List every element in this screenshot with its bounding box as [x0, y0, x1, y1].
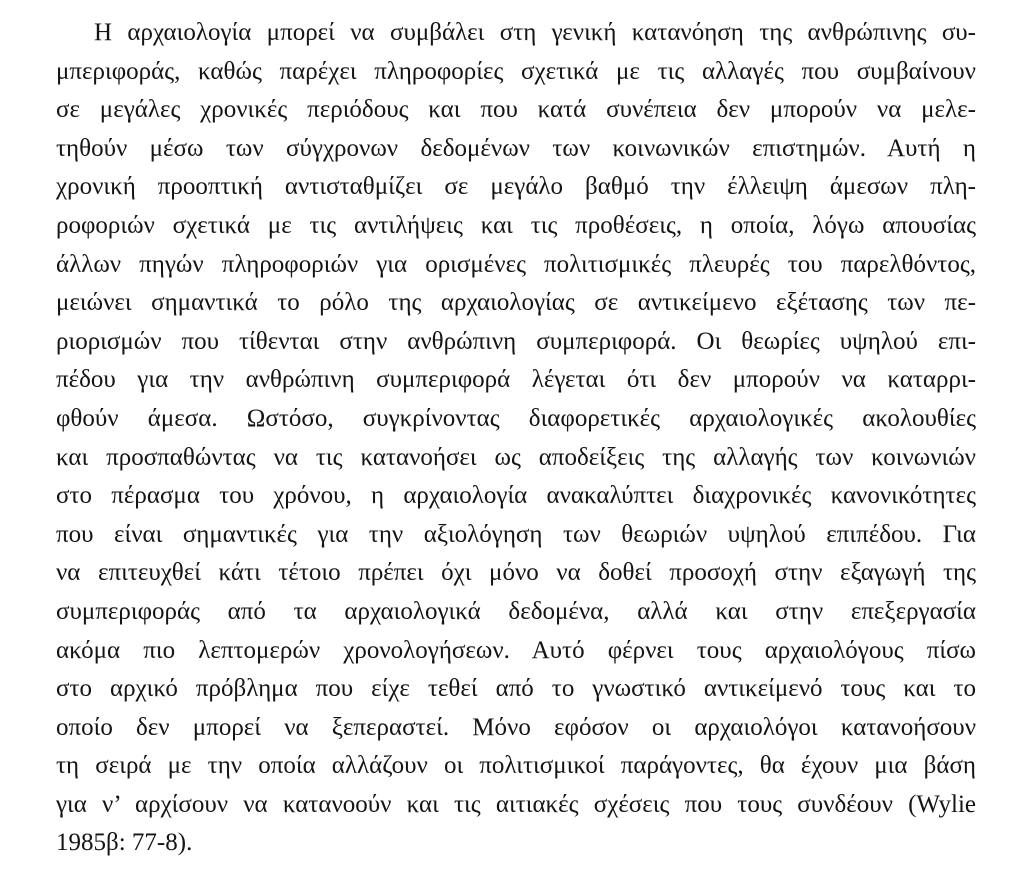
- paragraph-line: που είναι σημαντικές για την αξιολόγηση των θεωριών υψηλού επιπέδου. Για: [56, 520, 976, 548]
- paragraph-line: οποίο δεν μπορεί να ξεπεραστεί. Μόνο εφόσον οι αρχαιολόγοι κατανοήσουν: [56, 713, 976, 741]
- paragraph-line: στο αρχικό πρόβλημα που είχε τεθεί από το γνωστικό αντικείμενό τους και το: [56, 675, 976, 703]
- paragraph-line: να επιτευχθεί κάτι τέτοιο πρέπει όχι μόνο να δοθεί προσοχή στην εξαγωγή της: [56, 559, 976, 587]
- paragraph-line: σε μεγάλες χρονικές περιόδους και που κατά συνέπεια δεν μπορούν να μελε-: [56, 96, 976, 124]
- paragraph-line: τη σειρά με την οποία αλλάζουν οι πολιτισμικοί παράγοντες, θα έχουν μια βάση: [56, 752, 976, 780]
- paragraph-line: ροφοριών σχετικά με τις αντιλήψεις και τις προθέσεις, η οποία, λόγω απουσίας: [56, 211, 976, 239]
- paragraph-line: μπεριφοράς, καθώς παρέχει πληροφορίες σχετικά με τις αλλαγές που συμβαίνουν: [56, 57, 976, 85]
- paragraph-line: τηθούν μέσω των σύγχρονων δεδομένων των κοινωνικών επιστημών. Αυτή η: [56, 134, 976, 162]
- paragraph-line: 1985β: 77-8).: [56, 829, 193, 857]
- body-paragraph: [56, 14, 976, 863]
- paragraph-line: φθούν άμεσα. Ωστόσο, συγκρίνοντας διαφορετικές αρχαιολογικές ακολουθίες: [56, 404, 976, 432]
- paragraph-line: συμπεριφοράς από τα αρχαιολογικά δεδομένα, αλλά και στην επεξεργασία: [56, 597, 976, 625]
- paragraph-line: και προσπαθώντας να τις κατανοήσει ως αποδείξεις της αλλαγής των κοινωνιών: [56, 443, 976, 471]
- paragraph-line: ακόμα πιο λεπτομερών χρονολογήσεων. Αυτό φέρνει τους αρχαιολόγους πίσω: [56, 636, 976, 664]
- paragraph-line: στο πέρασμα του χρόνου, η αρχαιολογία ανακαλύπτει διαχρονικές κανονικότητες: [56, 482, 976, 510]
- paragraph-line: Η αρχαιολογία μπορεί να συμβάλει στη γενική κατανόηση της ανθρώπινης συ-: [94, 19, 976, 46]
- paragraph-line: για ν’ αρχίσουν να κατανοούν και τις αιτιακές σχέσεις που τους συνδέουν (Wylie: [56, 790, 976, 818]
- paragraph-line: μειώνει σημαντικά το ρόλο της αρχαιολογίας σε αντικείμενο εξέτασης των πε-: [56, 289, 976, 317]
- paragraph-line: πέδου για την ανθρώπινη συμπεριφορά λέγεται ότι δεν μπορούν να καταρρι-: [56, 366, 976, 394]
- paragraph-line: άλλων πηγών πληροφοριών για ορισμένες πολιτισμικές πλευρές του παρελθόντος,: [56, 250, 976, 278]
- paragraph-line: χρονική προοπτική αντισταθμίζει σε μεγάλο βαθμό την έλλειψη άμεσων πλη-: [56, 173, 976, 201]
- paragraph-line: ριορισμών που τίθενται στην ανθρώπινη συμπεριφορά. Οι θεωρίες υψηλού επι-: [56, 327, 976, 355]
